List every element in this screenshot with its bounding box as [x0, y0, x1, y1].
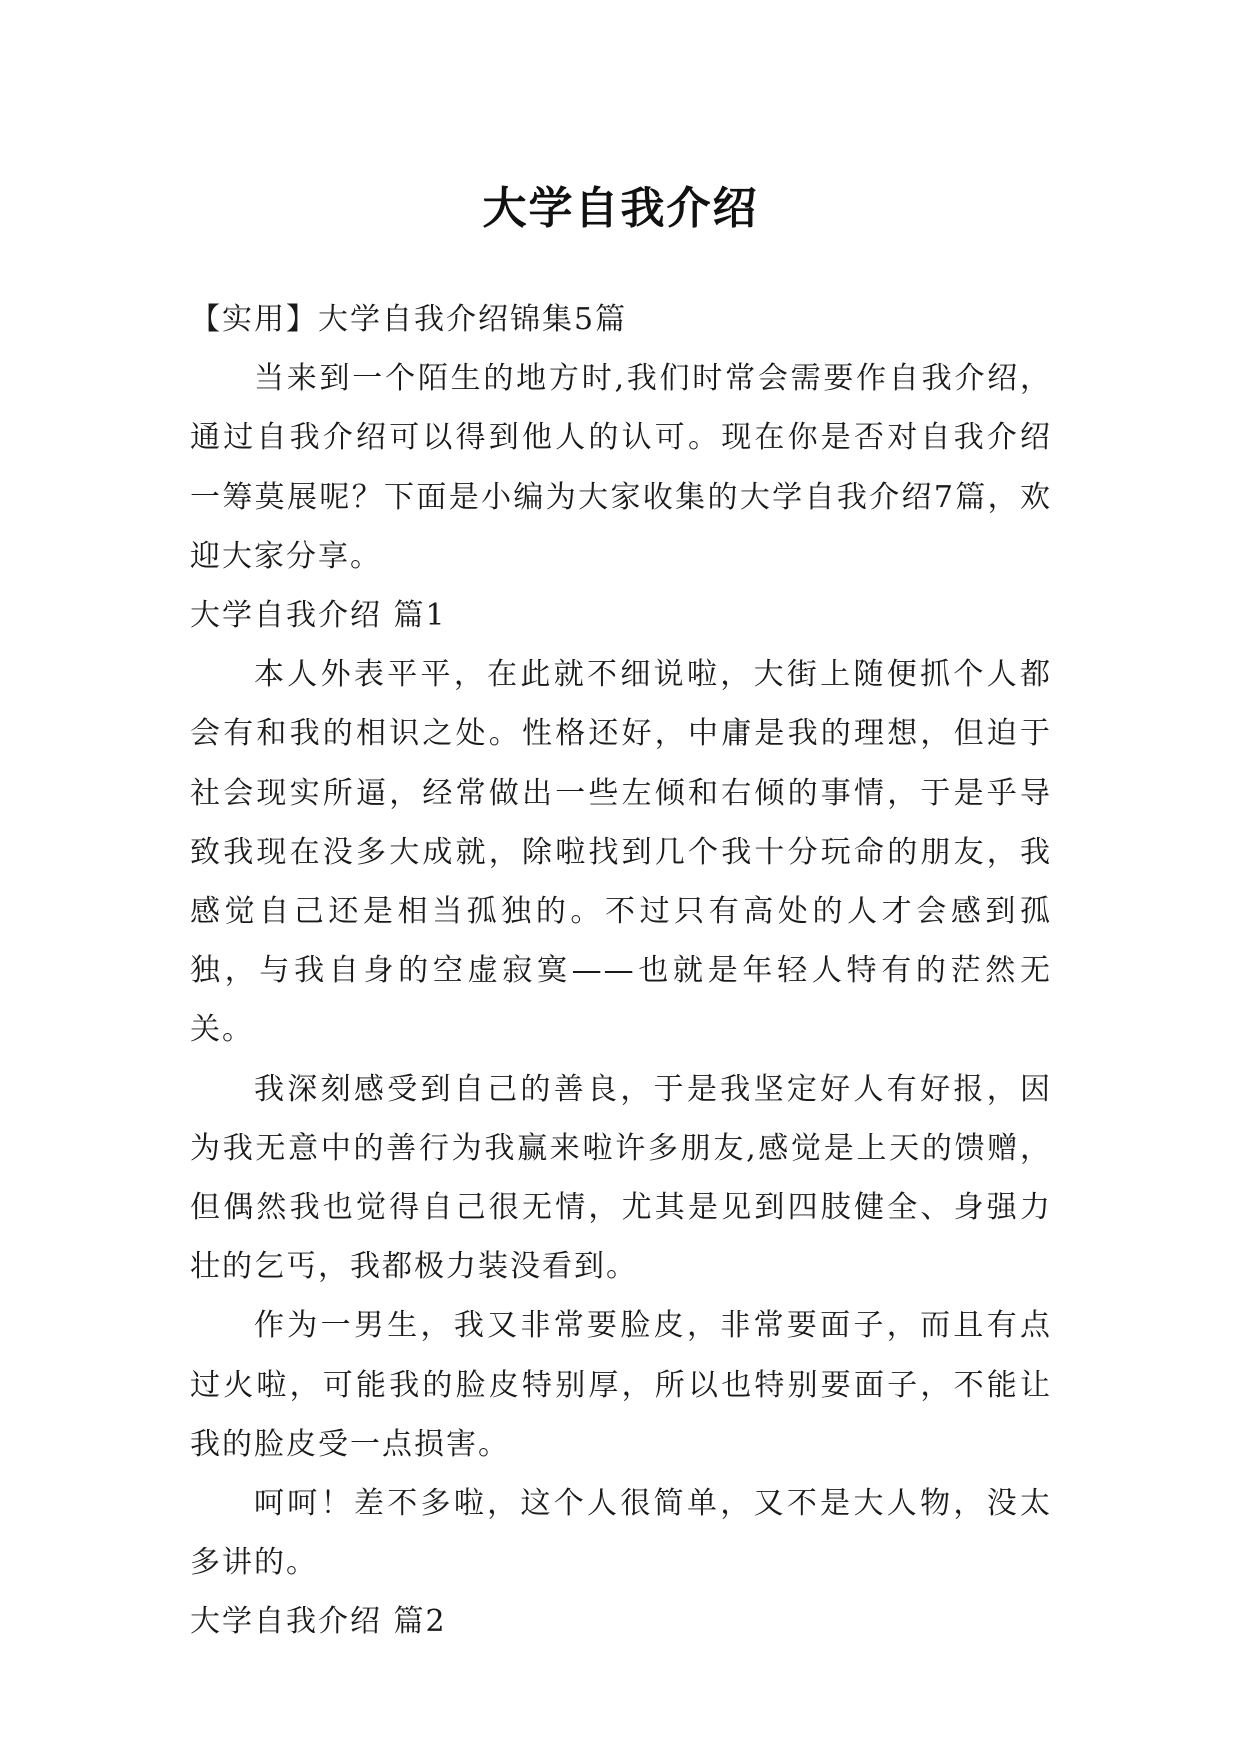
paragraph-intro: 当来到一个陌生的地方时,我们时常会需要作自我介绍，通过自我介绍可以得到他人的认可。现在你是否对自我介绍一筹莫展呢？下面是小编为大家收集的大学自我介绍7篇，欢迎大家分享。 [190, 361, 1052, 574]
paragraph-1: 本人外表平平，在此就不细说啦，大街上随便抓个人都会有和我的相识之处。性格还好，中庸是我的理想，但迫于社会现实所逼，经常做出一些左倾和右倾的事情，于是乎导致我现在没多大成就，除啦找到几个我十分玩命的朋友，我感觉自己还是相当孤独的。不过只有高处的人才会感到孤独，与我自身的空虚寂寞——也就是年轻人特有的茫然无关。 [190, 657, 1052, 1048]
document-title: 大学自我介绍 [482, 183, 759, 235]
paragraph-subtitle: 【实用】大学自我介绍锦集5篇 [190, 302, 628, 337]
paragraph-2: 我深刻感受到自己的善良，于是我坚定好人有好报，因为我无意中的善行为我赢来啦许多朋友,感觉是上天的馈赠，但偶然我也觉得自己很无情，尤其是见到四肢健全、身强力壮的乞丐，我都极力装没看到。 [190, 1071, 1052, 1285]
document-body [190, 290, 1052, 1652]
section-heading-1: 大学自我介绍 篇1 [190, 598, 447, 634]
paragraph-3: 作为一男生，我又非常要脸皮，非常要面子，而且有点过火啦，可能我的脸皮特别厚，所以也特别要面子，不能让我的脸皮受一点损害。 [190, 1308, 1052, 1462]
paragraph-4: 呵呵！差不多啦，这个人很简单，又不是大人物，没太多讲的。 [190, 1486, 1052, 1581]
section-heading-2: 大学自我介绍 篇2 [190, 1604, 447, 1640]
